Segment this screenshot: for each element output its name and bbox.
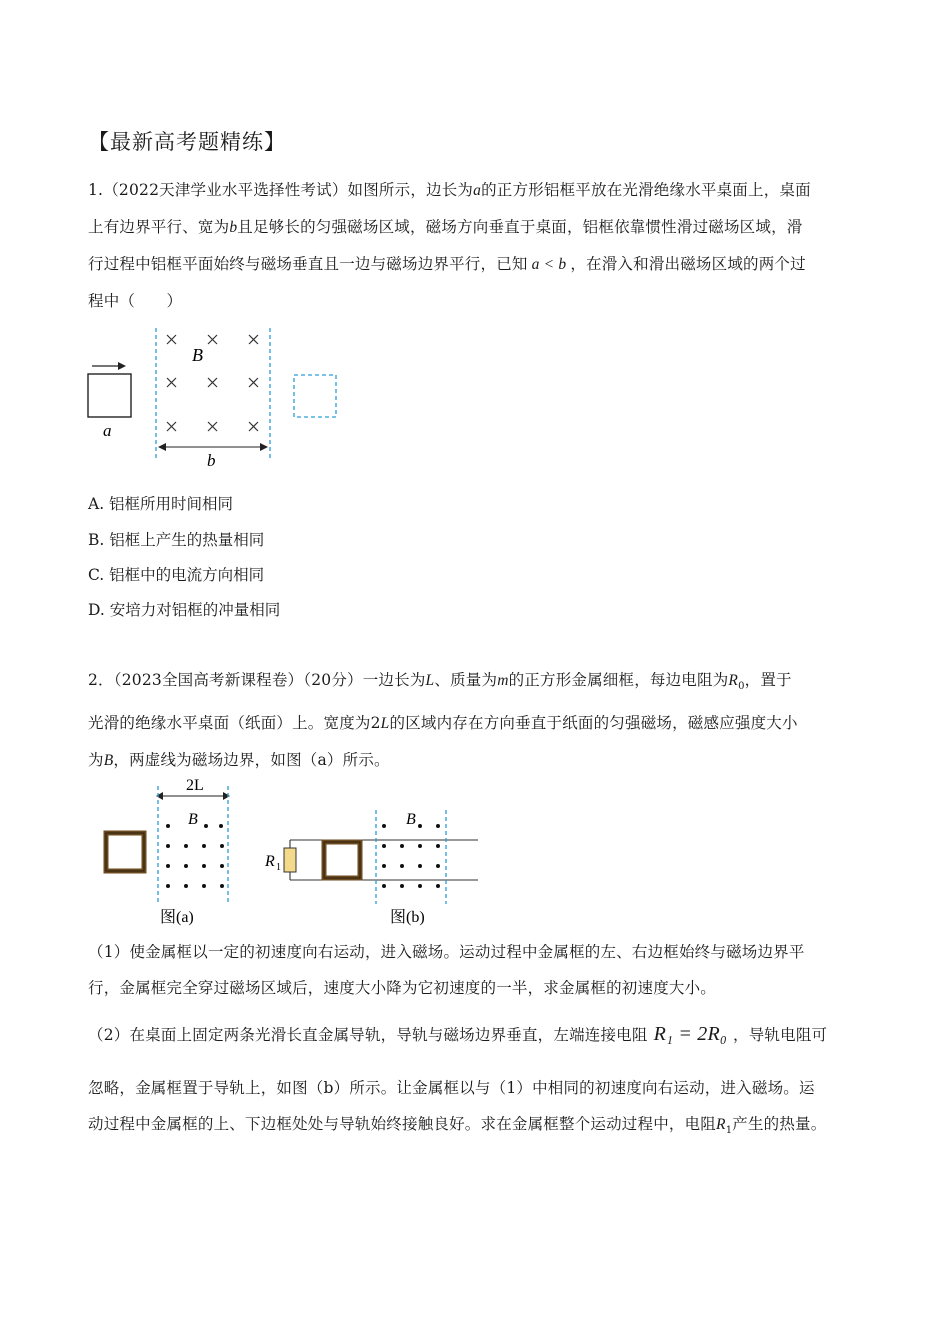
q2-p1-line-1: （1）使金属框以一定的初速度向右运动，进入磁场。运动过程中金属框的左、右边框始终与磁场边界平 bbox=[88, 943, 805, 961]
label-B: B bbox=[192, 345, 203, 365]
q1-exit-position bbox=[290, 372, 342, 420]
q2-p2-line-3: 动过程中金属框的上、下边框处处与导轨始终接触良好。求在金属框整个运动过程中，电阻$R_1$产生的热量。 bbox=[88, 1115, 827, 1137]
option-c[interactable]: C. 铝框中的电流方向相同 bbox=[88, 566, 265, 584]
q2-p1-line-2: 行，金属框完全穿过磁场区域后，速度大小降为它初速度的一半，求金属框的初速度大小。 bbox=[88, 979, 717, 997]
section-heading: 【最新高考题精练】 bbox=[88, 130, 286, 154]
q2-line-2: 光滑的绝缘水平桌面（纸面）上。宽度为2L的区域内存在方向垂直于纸面的匀强磁场，磁感应强度大小 bbox=[88, 714, 798, 733]
caption-b: 图(b) bbox=[390, 909, 425, 926]
question-2-text bbox=[88, 662, 864, 779]
equation-R1: R₁ = 2R₀ bbox=[653, 1023, 728, 1045]
aluminum-frame-exit bbox=[294, 375, 336, 417]
q1-line-4: 程中（ ） bbox=[88, 292, 183, 310]
option-d[interactable]: D. 安培力对铝框的冲量相同 bbox=[88, 601, 281, 619]
caption-a: 图(a) bbox=[160, 909, 194, 926]
metal-frame bbox=[106, 833, 144, 871]
q2-part-2-line-1: （2）在桌面上固定两条光滑长直金属导轨，导轨与磁场边界垂直，左端连接电阻 R₁ = 2R₀ ，导轨电阻可 bbox=[88, 1023, 828, 1045]
option-a[interactable]: A. 铝框所用时间相同 bbox=[88, 495, 234, 513]
q2-p2-line-2: 忽略，金属框置于导轨上，如图（b）所示。让金属框以与（1）中相同的初速度向右运动，进入磁场。运 bbox=[88, 1079, 815, 1097]
q1-line-2: 上有边界平行、宽为b且足够长的匀强磁场区域，磁场方向垂直于桌面，铝框依靠惯性滑过磁场区域，滑 bbox=[88, 218, 803, 236]
label-b: b bbox=[207, 451, 216, 470]
figure-b bbox=[262, 804, 482, 932]
option-b[interactable]: B. 铝框上产生的热量相同 bbox=[88, 531, 265, 549]
aluminum-frame bbox=[88, 374, 131, 417]
q2-line-1: 2．（2023全国高考新课程卷）（20分）一边长为L、质量为m的正方形金属细框，每边电阻为$R_0$，置于 bbox=[88, 671, 792, 693]
field-dots bbox=[382, 824, 440, 888]
q2-part-1 bbox=[88, 934, 864, 1006]
question-1-text bbox=[88, 172, 864, 319]
q1-line-3: 行过程中铝框平面始终与磁场垂直且一边与磁场边界平行，已知 a < b ，在滑入和滑出磁场区域的两个过 bbox=[88, 255, 806, 273]
figure-a bbox=[96, 772, 246, 932]
resistor-R1 bbox=[284, 848, 296, 872]
magnetic-field-crosses bbox=[167, 335, 258, 431]
label-B: B bbox=[406, 811, 416, 828]
field-dots bbox=[166, 824, 224, 888]
label-R1-sub: 1 bbox=[276, 862, 281, 873]
q1-line-1: 1.（2022天津学业水平选择性考试）如图所示，边长为a的正方形铝框平放在光滑绝缘水平桌面上，桌面 bbox=[88, 181, 811, 199]
width-label-2L: 2L bbox=[186, 777, 204, 794]
metal-frame bbox=[324, 842, 360, 878]
label-a: a bbox=[103, 421, 112, 440]
q2-line-3: 为B，两虚线为磁场边界，如图（a）所示。 bbox=[88, 751, 390, 770]
label-B: B bbox=[188, 811, 198, 828]
q2-part-2-rest bbox=[88, 1070, 864, 1149]
label-R1: R bbox=[265, 853, 275, 870]
